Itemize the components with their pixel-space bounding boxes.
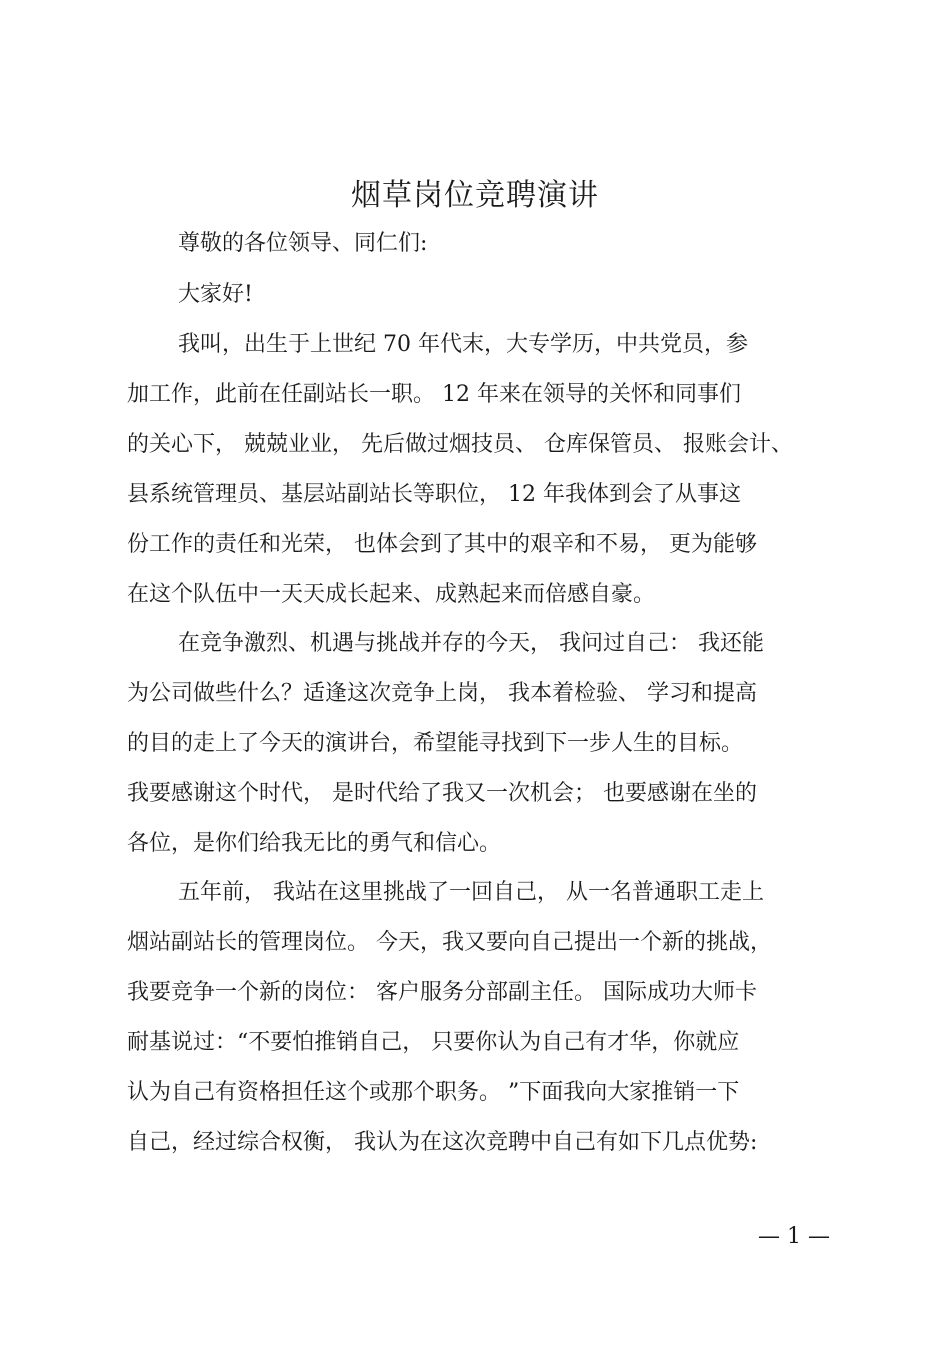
page-number: — 1 —: [758, 1224, 830, 1249]
body-line: 的目的走上了今天的演讲台，希望能寻找到下一步人生的目标。: [127, 731, 744, 756]
body-line: 县系统管理员、基层站副站长等职位， 12 年我体到会了从事这: [127, 482, 741, 507]
body-line: 五年前， 我站在这里挑战了一回自己， 从一名普通职工走上: [178, 880, 764, 905]
body-line: 耐基说过：“不要怕推销自己， 只要你认为自己有才华，你就应: [127, 1030, 740, 1055]
body-line: 认为自己有资格担任这个或那个职务。 ”下面我向大家推销一下: [127, 1080, 740, 1105]
document-title: 烟草岗位竞聘演讲: [351, 178, 599, 213]
body-line: 大家好!: [178, 282, 253, 307]
body-line: 我叫，出生于上世纪 70 年代末，大专学历，中共党员，参: [178, 332, 748, 357]
body-line: 为公司做些什么？适逢这次竞争上岗， 我本着检验、 学习和提高: [127, 681, 757, 706]
body-line: 在这个队伍中一天天成长起来、成熟起来而倍感自豪。: [127, 582, 656, 607]
body-line: 加工作，此前在任副站长一职。 12 年来在领导的关怀和同事们: [127, 382, 741, 407]
body-line: 自己，经过综合权衡， 我认为在这次竞聘中自己有如下几点优势:: [127, 1130, 758, 1155]
body-line: 我要竞争一个新的岗位： 客户服务分部副主任。 国际成功大师卡: [127, 980, 757, 1005]
body-line: 尊敬的各位领导、同仁们:: [178, 231, 428, 256]
body-line: 各位，是你们给我无比的勇气和信心。: [127, 831, 502, 856]
body-line: 份工作的责任和光荣， 也体会到了其中的艰辛和不易， 更为能够: [127, 532, 757, 557]
body-line: 的关心下， 兢兢业业， 先后做过烟技员、 仓库保管员、 报账会计、: [127, 432, 793, 457]
body-line: 在竞争激烈、机遇与挑战并存的今天， 我问过自己： 我还能: [178, 631, 764, 656]
body-line: 我要感谢这个时代， 是时代给了我又一次机会； 也要感谢在坐的: [127, 781, 757, 806]
body-line: 烟站副站长的管理岗位。 今天，我又要向自己提出一个新的挑战，: [127, 930, 772, 955]
